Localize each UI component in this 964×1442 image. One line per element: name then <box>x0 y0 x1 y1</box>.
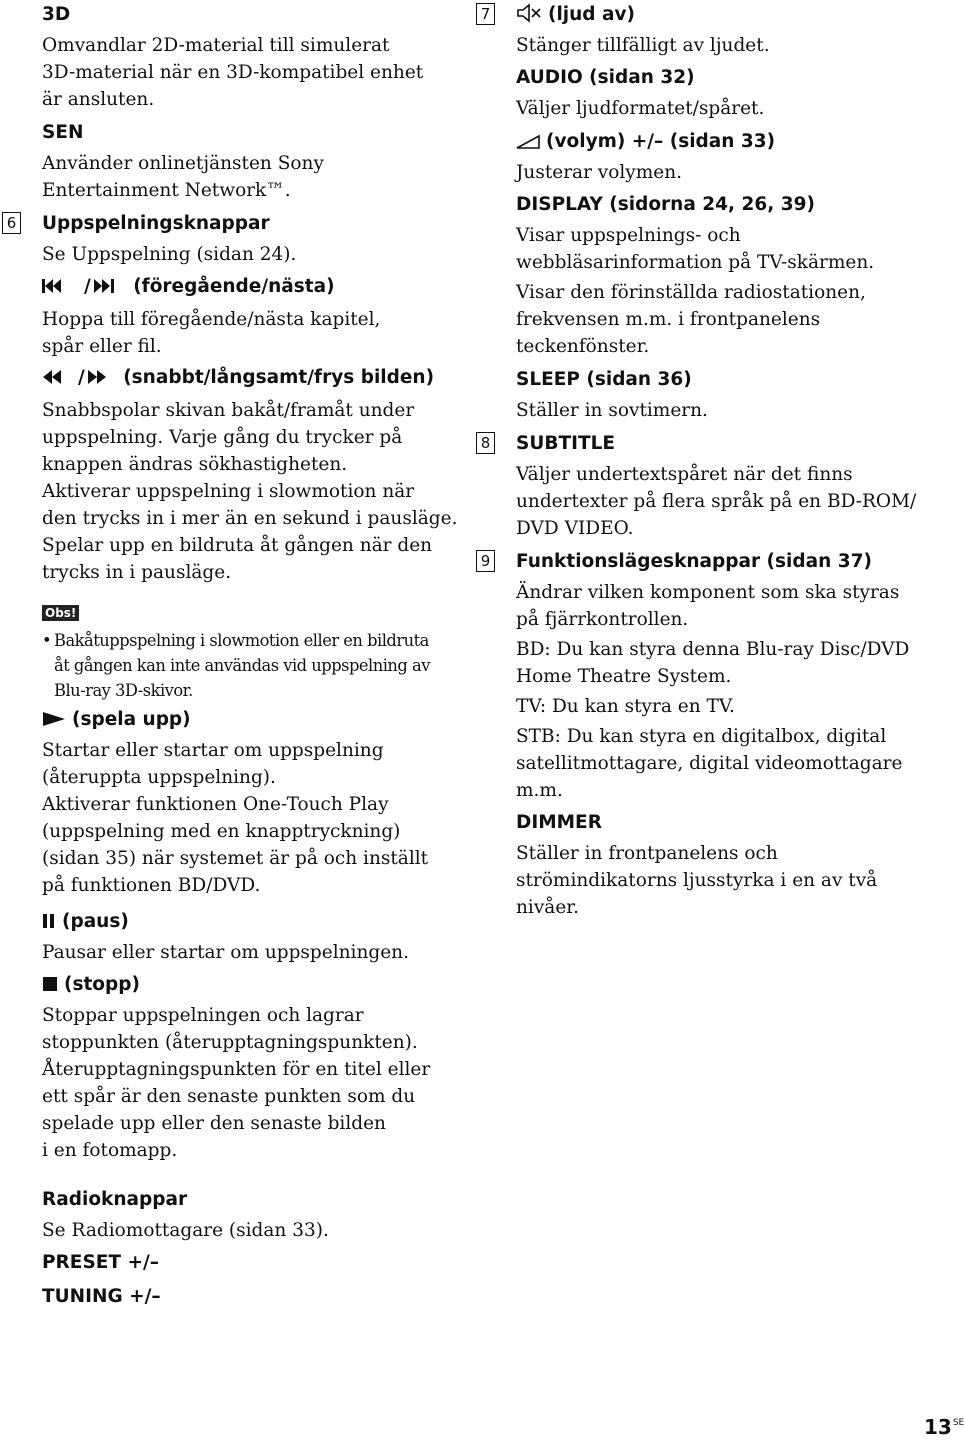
section-dimmer <box>516 811 877 921</box>
section-playback-buttons <box>42 212 296 268</box>
text-line: nivåer. <box>516 897 579 918</box>
section-tuning <box>42 1285 161 1314</box>
note-label: Obs! <box>42 605 79 621</box>
section-sen <box>42 121 324 204</box>
heading-3d: 3D <box>42 4 71 25</box>
text-line: stoppunkten (återupptagningspunkten). <box>42 1032 418 1053</box>
text-line: Se Radiomottagare (sidan 33). <box>42 1220 329 1241</box>
play-icon <box>42 711 66 727</box>
text-line: spår eller fil. <box>42 336 162 357</box>
text-line: DVD VIDEO. <box>516 518 634 539</box>
mute-heading-text: (ljud av) <box>548 4 635 25</box>
heading-function-mode: Funktionslägesknappar (sidan 37) <box>516 551 872 572</box>
section-radio <box>42 1188 329 1244</box>
note-line: • Bakåtuppspelning i slowmotion eller en bildruta <box>42 628 430 653</box>
scan-heading-text: / (snabbt/långsamt/frys bilden) <box>78 367 434 388</box>
heading-stop <box>42 973 430 997</box>
section-display <box>516 193 874 360</box>
prev-next-heading-text: / (föregående/nästa) <box>84 276 335 297</box>
note-line: Blu-ray 3D-skivor. <box>54 681 193 700</box>
text-line: Snabbspolar skivan bakåt/framåt under <box>42 400 415 421</box>
text-line: (uppspelning med en knapptryckning) <box>42 821 401 842</box>
text-line: är ansluten. <box>42 89 155 110</box>
text-line: frekvensen m.m. i frontpanelens <box>516 309 821 330</box>
text-line: (återuppta uppspelning). <box>42 767 276 788</box>
text-line: Hoppa till föregående/nästa kapitel, <box>42 309 381 330</box>
item-number-9: 9 <box>476 550 495 572</box>
play-heading-text: (spela upp) <box>72 709 191 730</box>
text-line: Omvandlar 2D-material till simulerat <box>42 35 390 56</box>
note-line: åt gången kan inte användas vid uppspelning av <box>54 656 430 675</box>
text-line: Ändrar vilken komponent som ska styras <box>516 582 900 603</box>
text-line: Startar eller startar om uppspelning <box>42 740 384 761</box>
bullet: • <box>42 631 52 650</box>
prev-icon <box>42 278 78 294</box>
heading-mute <box>516 3 770 27</box>
text-line: Stänger tillfälligt av ljudet. <box>516 35 770 56</box>
heading-preset: PRESET +/– <box>42 1252 159 1273</box>
stop-heading-text: (stopp) <box>64 974 140 995</box>
mute-icon <box>516 4 542 22</box>
volume-heading-text: (volym) +/– (sidan 33) <box>546 131 776 152</box>
text-line: satellitmottagare, digital videomottagare <box>516 753 903 774</box>
text-line: uppspelning. Varje gång du trycker på <box>42 427 403 448</box>
text-line: på funktionen BD/DVD. <box>42 875 261 896</box>
text-line: Home Theatre System. <box>516 666 732 687</box>
section-pause <box>42 910 409 966</box>
item-number-6: 6 <box>2 212 21 234</box>
fast-forward-icon <box>87 368 113 392</box>
text-line: TV: Du kan styra en TV. <box>516 696 735 717</box>
heading-dimmer: DIMMER <box>516 812 602 833</box>
text-line: spelade upp eller den senaste bilden <box>42 1113 386 1134</box>
heading-radio: Radioknappar <box>42 1189 188 1210</box>
section-play <box>42 708 428 899</box>
heading-playback-buttons: Uppspelningsknappar <box>42 213 270 234</box>
text-line: undertexter på flera språk på en BD-ROM/ <box>516 491 917 512</box>
section-stop <box>42 973 430 1164</box>
text-line: webbläsarinformation på TV-skärmen. <box>516 252 875 273</box>
section-prev-next <box>42 275 380 360</box>
section-volume <box>516 130 775 186</box>
heading-tuning: TUNING +/– <box>42 1286 161 1307</box>
text-line: (sidan 35) när systemet är på och inställt <box>42 848 429 869</box>
text-line: den trycks in i mer än en sekund i pausläge. <box>42 508 458 529</box>
section-preset <box>42 1251 159 1280</box>
text-line: ett spår är den senaste punkten som du <box>42 1086 416 1107</box>
section-3d <box>42 3 423 113</box>
heading-audio: AUDIO (sidan 32) <box>516 67 695 88</box>
section-subtitle <box>516 432 916 542</box>
text-line: i en fotomapp. <box>42 1140 178 1161</box>
heading-subtitle: SUBTITLE <box>516 433 615 454</box>
text-line: STB: Du kan styra en digitalbox, digital <box>516 726 887 747</box>
text-line: Entertainment Network™. <box>42 180 291 201</box>
item-number-7: 7 <box>476 3 495 25</box>
section-function-mode <box>516 550 909 804</box>
text-line: Väljer ljudformatet/spåret. <box>516 98 765 119</box>
text-line: Ställer in sovtimern. <box>516 400 708 421</box>
text-line: strömindikatorns ljusstyrka i en av två <box>516 870 878 891</box>
heading-prev-next <box>42 275 380 301</box>
heading-volume <box>516 130 775 154</box>
text-line: Stoppar uppspelningen och lagrar <box>42 1005 364 1026</box>
pause-heading-text: (paus) <box>62 911 129 932</box>
text-line: Visar uppspelnings- och <box>516 225 741 246</box>
text-line: 3D-material när en 3D-kompatibel enhet <box>42 62 424 83</box>
page-suffix: SE <box>952 1418 964 1428</box>
heading-scan <box>42 366 457 392</box>
text-line: m.m. <box>516 780 563 801</box>
text-line: Visar den förinställda radiostationen, <box>516 282 866 303</box>
heading-sen: SEN <box>42 122 84 143</box>
text-line: på fjärrkontrollen. <box>516 609 689 630</box>
section-sleep <box>516 368 708 424</box>
text-line: Spelar upp en bildruta åt gången när den <box>42 535 433 556</box>
section-audio <box>516 66 764 122</box>
text-line: Pausar eller startar om uppspelningen. <box>42 942 409 963</box>
heading-pause <box>42 910 409 934</box>
text-line: Justerar volymen. <box>516 162 683 183</box>
text-line: trycks in i pausläge. <box>42 562 232 583</box>
page-number: $13^{SE}$ <box>924 1415 964 1439</box>
heading-display: DISPLAY (sidorna 24, 26, 39) <box>516 194 815 215</box>
text-line: teckenfönster. <box>516 336 650 357</box>
text-line: Se Uppspelning (sidan 24). <box>42 244 297 265</box>
rewind-icon <box>42 369 72 385</box>
section-scan <box>42 366 457 586</box>
stop-icon <box>42 976 58 992</box>
item-number-8: 8 <box>476 432 495 454</box>
text-line: Väljer undertextspåret när det finns <box>516 464 853 485</box>
pause-icon <box>42 913 56 929</box>
text-line: Återupptagningspunkten för en titel eller <box>42 1059 431 1080</box>
text-line: Använder onlinetjänsten Sony <box>42 153 324 174</box>
text-line: Aktiverar uppspelning i slowmotion när <box>42 481 415 502</box>
section-mute <box>516 3 770 59</box>
heading-sleep: SLEEP (sidan 36) <box>516 369 692 390</box>
next-icon <box>93 277 123 301</box>
text-line: Ställer in frontpanelens och <box>516 843 778 864</box>
heading-play <box>42 708 428 732</box>
volume-icon <box>516 135 540 149</box>
text-line: BD: Du kan styra denna Blu-ray Disc/DVD <box>516 639 910 660</box>
note-block <box>42 604 430 703</box>
text-line: Aktiverar funktionen One-Touch Play <box>42 794 389 815</box>
text-line: knappen ändras sökhastigheten. <box>42 454 348 475</box>
